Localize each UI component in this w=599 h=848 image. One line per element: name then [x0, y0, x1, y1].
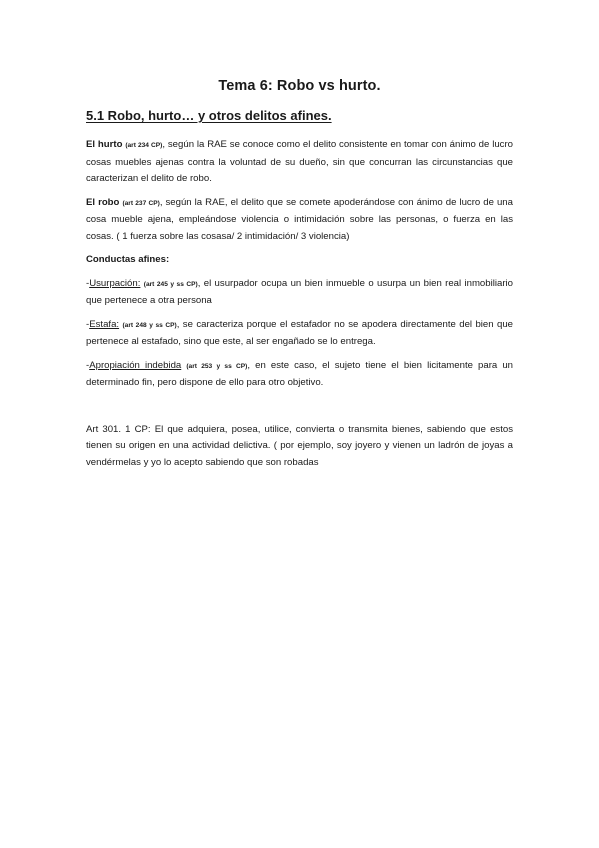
conductas-heading — [86, 252, 513, 269]
page-title: Tema 6: Robo vs hurto. — [218, 78, 381, 94]
text-hurto: , según la RAE se conoce como el delito consistente en tomar con ánimo de lucro cosas muebles ajenas contra la voluntad de su dueño, sin que concurran las circunstancias que caracterizan el delito de robo. — [86, 139, 513, 184]
term-usurpacion: Usurpación: — [89, 277, 141, 289]
term-robo: El robo — [86, 196, 120, 208]
text-robo: , según la RAE, el delito que se comete apoderándose con ánimo de lucro de una cosa mueble ajena, empleándose violencia o intimidación sobre las personas, o fuerza en las cosas. ( 1 fuerza sobre las cosasa/ 2 intimidación/ 3 violencia) — [86, 196, 513, 242]
paragraph-robo — [86, 195, 513, 246]
term-apropiacion: Apropiación indebida — [89, 359, 182, 371]
spacer — [86, 399, 513, 422]
ref-hurto: (art 234 CP) — [125, 142, 163, 149]
prefix-apropiacion: - — [86, 359, 90, 371]
ref-robo: (art 237 CP) — [122, 199, 160, 207]
prefix-estafa: - — [86, 318, 90, 330]
paragraph-estafa — [86, 317, 513, 351]
text-estafa: , se caracteriza porque el estafador no se apodera directamente del bien que pertenece al estafado, sino que este, al ser engañado se lo entrega. — [86, 318, 513, 347]
paragraph-hurto — [86, 137, 513, 188]
paragraph-usurpacion — [86, 276, 513, 310]
term-estafa: Estafa: — [89, 318, 120, 330]
paragraph-art301: Art 301. 1 CP: El que adquiera, posea, utilice, convierta o transmita bienes, sabiendo que estos tienen su origen en una actividad delictiva. ( por ejemplo, soy joyero y vienen un ladrón de joyas a vendérmelas y yo lo acepto sabiendo que son robadas — [86, 423, 513, 468]
text-usurpacion: , el usurpador ocupa un bien inmueble o usurpa un bien real inmobiliario que pertenece a otra persona — [86, 277, 513, 306]
text-apropiacion: , en este caso, el sujeto tiene el bien licitamente para un determinado fin, pero dispone de ello para otro objetivo. — [86, 359, 514, 388]
conductas-heading-text: Conductas afines: — [86, 254, 170, 265]
ref-usurpacion: (art 245 y ss CP) — [143, 280, 198, 288]
ref-apropiacion: (art 253 y ss CP) — [186, 362, 248, 370]
prefix-usurpacion: - — [86, 277, 90, 289]
section-heading: 5.1 Robo, hurto… y otros delitos afines. — [86, 108, 332, 123]
paragraph-apropiacion — [86, 358, 513, 392]
ref-estafa: (art 248 y ss CP) — [122, 321, 177, 329]
term-hurto: El hurto — [86, 139, 123, 150]
